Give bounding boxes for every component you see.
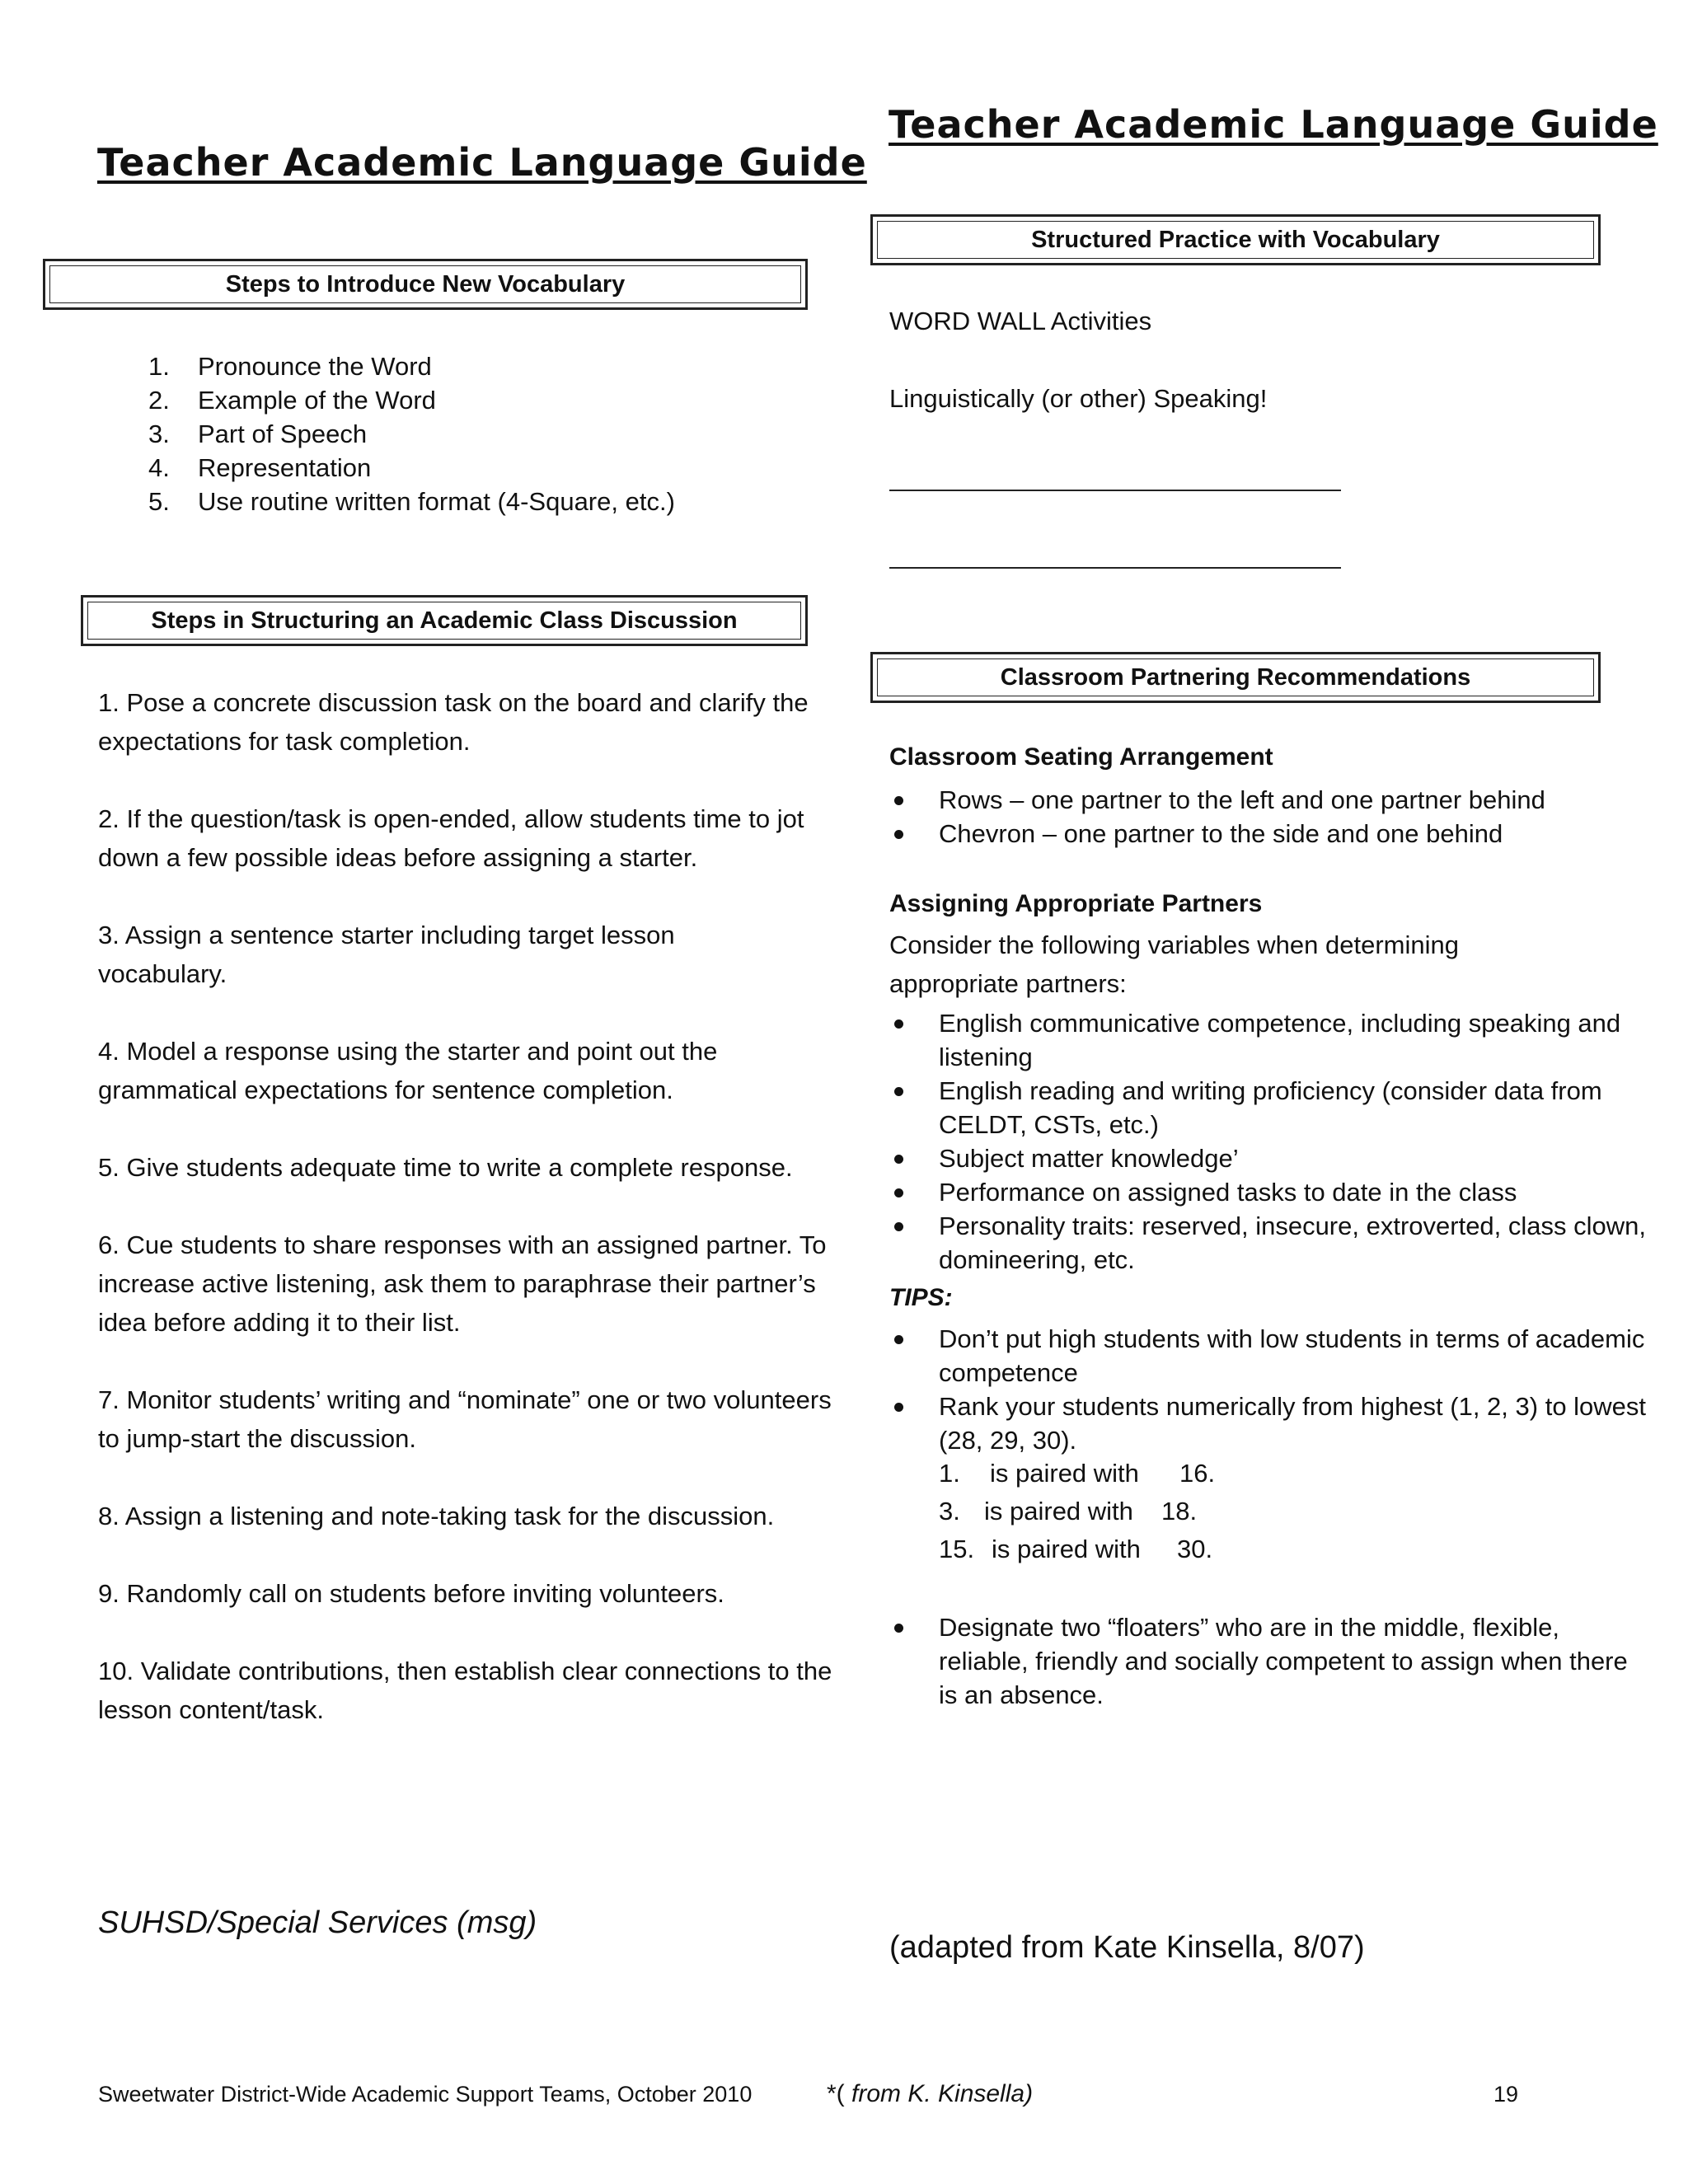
blank-line (889, 567, 1341, 569)
floaters-list (889, 1610, 1648, 1712)
vocab-section-header-label: Steps to Introduce New Vocabulary (225, 270, 626, 298)
pair-row: 3. is paired with 18. (939, 1497, 1198, 1526)
list-item: Chevron – one partner to the side and one behind (889, 817, 1648, 851)
list-item: English reading and writing proficiency (consider data from CELDT, CSTs, etc.) (889, 1074, 1648, 1141)
list-item: Subject matter knowledge’ (889, 1141, 1648, 1175)
list-item: Don’t put high students with low students in terms of academic competence (889, 1322, 1648, 1390)
list-item: Rows – one partner to the left and one partner behind (889, 783, 1648, 817)
seating-list (889, 783, 1648, 851)
list-item: 3. Assign a sentence starter including target lesson vocabulary. (98, 921, 675, 988)
practice-section-header-label: Structured Practice with Vocabulary (1031, 226, 1440, 253)
list-item: 2. Example of the Word (148, 386, 436, 415)
pairing-examples (939, 1455, 1215, 1568)
vocab-section-header (43, 259, 808, 310)
tips-label: TIPS: (889, 1284, 953, 1311)
assigning-intro-line-1: Consider the following variables when determining (889, 930, 1459, 959)
right-page-title: Teacher Academic Language Guide (889, 102, 1658, 147)
page-number: 19 (1493, 2082, 1519, 2107)
left-credit: SUHSD/Special Services (msg) (98, 1905, 537, 1940)
discussion-steps-list (98, 683, 840, 1768)
word-wall-text: WORD WALL Activities (889, 307, 1152, 335)
list-item: Rank your students numerically from highest (1, 2, 3) to lowest (28, 29, 30). (889, 1390, 1648, 1457)
list-item: 1. Pronounce the Word (148, 352, 432, 381)
list-item: English communicative competence, including speaking and listening (889, 1006, 1648, 1074)
list-item: 5. Use routine written format (4-Square, etc.) (148, 487, 675, 516)
left-page-title: Teacher Academic Language Guide (97, 140, 867, 185)
pair-row: 1. is paired with 16. (939, 1459, 1216, 1488)
list-item: 7. Monitor students’ writing and “nominate” one or two volunteers to jump-start the discussion. (98, 1385, 832, 1453)
list-item: 1. Pose a concrete discussion task on the board and clarify the expectations for task completion. (98, 688, 809, 756)
list-item: 8. Assign a listening and note-taking task for the discussion. (98, 1502, 775, 1530)
partnering-section-header (870, 652, 1601, 703)
partnering-section-header-label: Classroom Partnering Recommendations (1000, 663, 1471, 691)
list-item: 10. Validate contributions, then establish clear connections to the lesson content/task. (98, 1657, 832, 1724)
right-credit: (adapted from Kate Kinsella, 8/07) (889, 1930, 1365, 1965)
vocab-steps-list (148, 349, 675, 518)
discussion-section-header (81, 595, 808, 646)
blank-line (889, 490, 1341, 491)
list-item: 4. Model a response using the starter and point out the grammatical expectations for sentence completion. (98, 1037, 718, 1104)
pair-row: 15. is paired with 30. (939, 1535, 1213, 1563)
list-item: 4. Representation (148, 453, 372, 482)
list-item: 3. Part of Speech (148, 419, 368, 448)
list-item: 2. If the question/task is open-ended, allow students time to jot down a few possible ideas before assigning a starter. (98, 804, 804, 872)
tips-list (889, 1322, 1648, 1457)
discussion-section-header-label: Steps in Structuring an Academic Class Discussion (151, 607, 738, 634)
list-item: Performance on assigned tasks to date in the class (889, 1175, 1648, 1209)
list-item: 9. Randomly call on students before inviting volunteers. (98, 1579, 724, 1608)
assigning-list (889, 1006, 1648, 1277)
practice-section-header (870, 214, 1601, 265)
assigning-intro-line-2: appropriate partners: (889, 969, 1127, 998)
footer-org: Sweetwater District-Wide Academic Support Teams, October 2010 (98, 2082, 753, 2107)
footer-source: *( from K. Kinsella) (827, 2080, 1034, 2107)
list-item: 6. Cue students to share responses with an assigned partner. To increase active listening, ask them to paraphrase their partner’s idea before adding it to their list. (98, 1230, 827, 1337)
assigning-title: Assigning Appropriate Partners (889, 890, 1263, 917)
speaking-text: Linguistically (or other) Speaking! (889, 384, 1268, 413)
list-item: Designate two “floaters” who are in the middle, flexible, reliable, friendly and socially competent to assign when there is an absence. (889, 1610, 1648, 1712)
seating-title: Classroom Seating Arrangement (889, 743, 1273, 771)
list-item: Personality traits: reserved, insecure, extroverted, class clown, domineering, etc. (889, 1209, 1648, 1277)
list-item: 5. Give students adequate time to write a complete response. (98, 1153, 793, 1182)
